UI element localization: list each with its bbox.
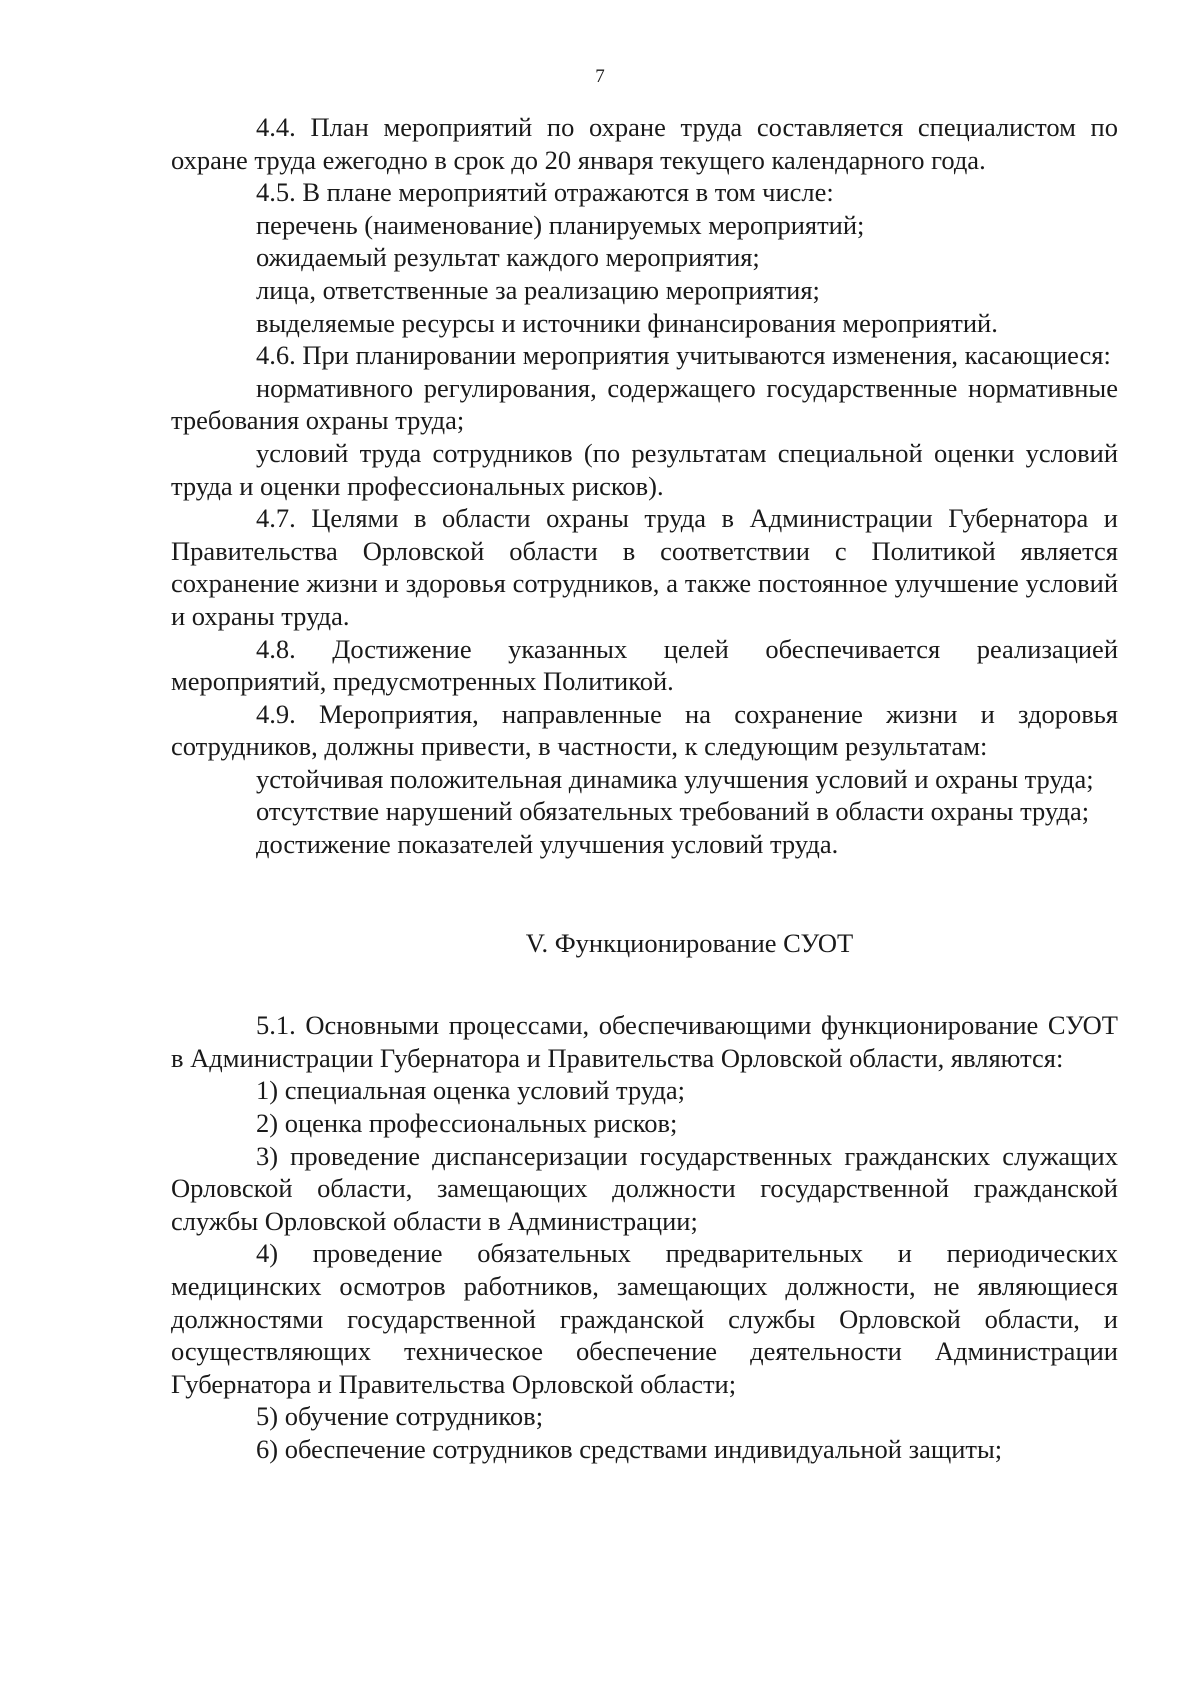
paragraph-4-4: 4.4. План мероприятий по охране труда составляется специалистом по охране труда ежегодно в срок до 20 января текущего календарного года. xyxy=(171,112,1118,175)
paragraph-4-8: 4.8. Достижение указанных целей обеспечивается реализацией мероприятий, предусмотренных Политикой. xyxy=(171,633,1118,697)
paragraph-5-1: 5.1. Основными процессами, обеспечивающими функционирование СУОТ в Администрации Губернатора и Правительства Орловской области, являются: xyxy=(171,1010,1118,1073)
list-item: отсутствие нарушений обязательных требований в области охраны труда; xyxy=(256,796,1090,827)
list-item: условий труда сотрудников (по результатам специальной оценки условий труда и оценки профессиональных рисков). xyxy=(171,437,1118,501)
list-item: 3) проведение диспансеризации государственных гражданских служащих Орловской области, замещающих должности государственной гражданской службы Орловской области в Администрации; xyxy=(171,1140,1118,1236)
list-item: лица, ответственные за реализацию мероприятия; xyxy=(256,274,820,305)
list-item: ожидаемый результат каждого мероприятия; xyxy=(256,242,760,273)
section-heading: V. Функционирование СУОТ xyxy=(525,927,854,958)
page-number: 7 xyxy=(595,66,605,87)
paragraph-4-6: 4.6. При планировании мероприятия учитываются изменения, касающиеся: xyxy=(256,340,1111,371)
list-item: 5) обучение сотрудников; xyxy=(256,1401,544,1432)
spacer xyxy=(171,861,1118,927)
paragraph-4-5: 4.5. В плане мероприятий отражаются в том числе: xyxy=(256,177,834,208)
list-item: 2) оценка профессиональных рисков; xyxy=(256,1108,678,1139)
list-item: устойчивая положительная динамика улучшения условий и охраны труда; xyxy=(256,763,1094,794)
list-item: 4) проведение обязательных предварительных и периодических медицинских осмотров работников, замещающих должности, не являющиеся должностями государственной гражданской службы Орловской области, и осуществляющих техническое обеспечение деятельности Администрации Губернатора и Правительства Орловской области; xyxy=(171,1238,1118,1399)
list-item: 6) обеспечение сотрудников средствами индивидуальной защиты; xyxy=(256,1433,1003,1464)
list-item: нормативного регулирования, содержащего государственные нормативные требования охраны труда; xyxy=(171,372,1118,436)
paragraph-4-9: 4.9. Мероприятия, направленные на сохранение жизни и здоровья сотрудников, должны привести, в частности, к следующим результатам: xyxy=(171,698,1118,762)
document-body xyxy=(171,111,1118,1466)
paragraph-4-7: 4.7. Целями в области охраны труда в Администрации Губернатора и Правительства Орловской области в соответствии с Политикой является сохранение жизни и здоровья сотрудников, а также постоянное улучшение условий и охраны труда. xyxy=(171,503,1118,631)
spacer xyxy=(171,959,1118,1009)
list-item: выделяемые ресурсы и источники финансирования мероприятий. xyxy=(256,307,998,338)
list-item: 1) специальная оценка условий труда; xyxy=(256,1075,686,1106)
list-item: перечень (наименование) планируемых мероприятий; xyxy=(256,209,865,240)
list-item: достижение показателей улучшения условий труда. xyxy=(256,829,839,860)
